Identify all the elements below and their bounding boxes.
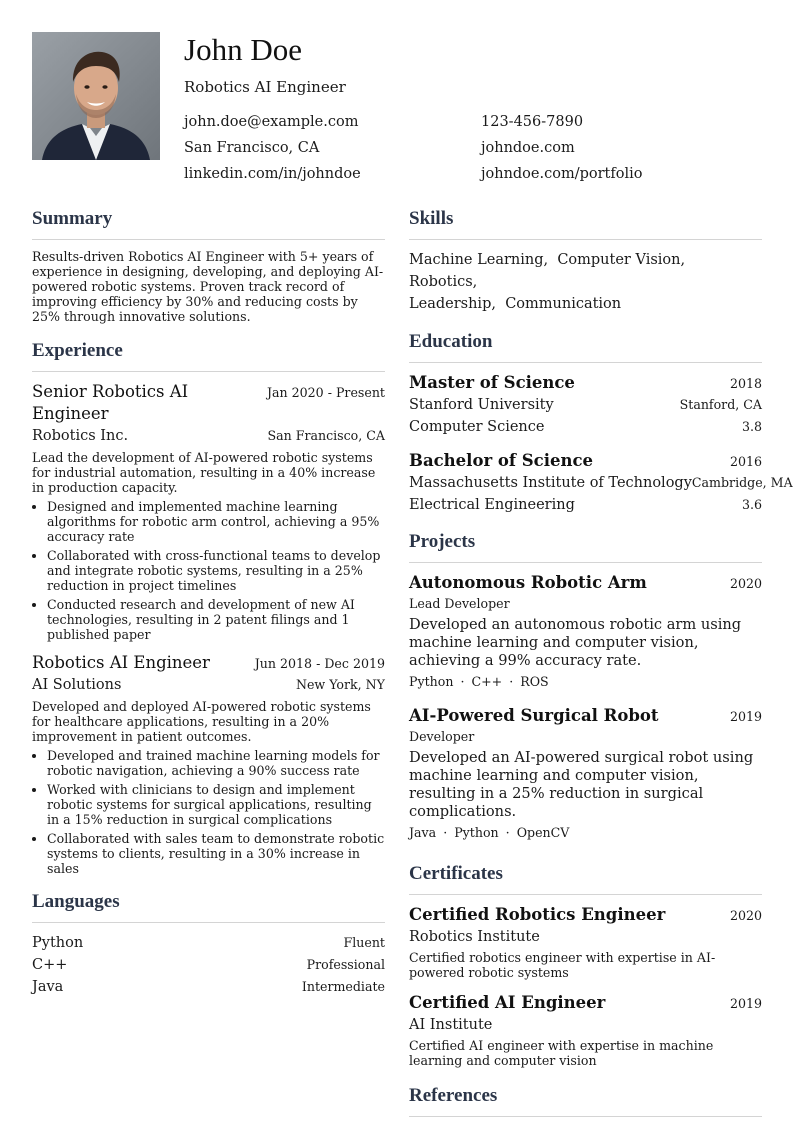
certificate-entry: [409, 904, 762, 980]
job-position: Robotics AI Engineer: [32, 653, 210, 672]
section-title-education: Education: [409, 331, 493, 352]
job-description: Lead the development of AI-powered robotic systems for industrial automation, resulting in a 40% increase in production capacity.: [32, 450, 376, 495]
left-column: [32, 205, 385, 998]
school-location: Stanford, CA: [679, 397, 762, 412]
job-position: Senior Robotics AI Engineer: [32, 382, 189, 423]
tag-separator: ·: [509, 674, 514, 689]
language-name: Java: [32, 979, 64, 995]
website-link[interactable]: johndoe.com: [481, 140, 575, 156]
section-divider: [409, 894, 762, 895]
projects-section: [409, 528, 762, 842]
skill-item: Leadership,: [409, 296, 496, 312]
tag-separator: ·: [505, 825, 510, 840]
tag-separator: ·: [443, 825, 448, 840]
achievement-item: • Collaborated with cross-functional teams to develop and integrate robotic systems, resulting in a 25% reduction in project timelines: [47, 548, 385, 593]
achievement-item: • Conducted research and development of new AI technologies, resulting in 2 patent filings and 1 published paper: [47, 597, 385, 642]
school-name: Massachusetts Institute of Technology: [409, 475, 692, 491]
tech-tag: Python: [454, 825, 499, 840]
language-level: Professional: [306, 957, 385, 972]
degree-name: Bachelor of Science: [409, 451, 594, 470]
certificate-year: 2020: [729, 908, 762, 923]
section-divider: [409, 239, 762, 240]
project-year: 2019: [729, 709, 762, 724]
skill-item: Communication: [505, 296, 622, 312]
language-row: [32, 976, 385, 998]
certificate-entry: [409, 992, 762, 1068]
project-year: 2020: [729, 576, 762, 591]
certificate-name: Certified Robotics Engineer: [409, 905, 666, 924]
location-text: San Francisco, CA: [184, 140, 320, 156]
tag-separator: ·: [460, 674, 465, 689]
project-tags: [409, 824, 762, 842]
field-of-study: Computer Science: [409, 419, 545, 435]
section-divider: [409, 362, 762, 363]
section-title-languages: Languages: [32, 891, 120, 912]
language-name: C++: [32, 957, 68, 973]
language-level: Fluent: [343, 935, 385, 950]
achievement-item: • Developed and trained machine learning models for robotic navigation, achieving a 90% success rate: [47, 748, 385, 778]
person-portrait-icon: [32, 32, 160, 160]
project-entry: [409, 705, 762, 842]
skill-item: Robotics,: [409, 274, 478, 290]
job-dates: Jun 2018 - Dec 2019: [254, 656, 385, 671]
tech-tag: Python: [409, 674, 454, 689]
school-name: Stanford University: [409, 397, 554, 413]
school-location: Cambridge, MA: [691, 475, 793, 490]
section-divider: [32, 239, 385, 240]
project-role: Developer: [409, 729, 475, 744]
section-divider: [32, 922, 385, 923]
experience-entry: [32, 381, 385, 642]
references-section: [409, 1082, 762, 1117]
skills-section: [409, 205, 762, 315]
tech-tag: Java: [409, 825, 437, 840]
job-location: San Francisco, CA: [267, 428, 385, 443]
job-achievements: [32, 499, 385, 642]
certificate-issuer: Robotics Institute: [409, 929, 540, 945]
project-name: AI-Powered Surgical Robot: [409, 706, 659, 725]
skill-item: Machine Learning,: [409, 252, 549, 268]
portfolio-link[interactable]: johndoe.com/portfolio: [481, 166, 643, 182]
tech-tag: OpenCV: [516, 825, 570, 840]
education-entry: [409, 372, 762, 438]
education-section: [409, 328, 793, 516]
achievement-item: • Collaborated with sales team to demonstrate robotic systems to clients, resulting in a 30% increase in sales: [47, 831, 385, 876]
project-name: Autonomous Robotic Arm: [409, 573, 647, 592]
job-company: Robotics Inc.: [32, 428, 129, 444]
certificate-description: Certified AI engineer with expertise in machine learning and computer vision: [409, 1038, 714, 1068]
degree-year: 2018: [729, 376, 762, 391]
achievement-item: • Designed and implemented machine learning algorithms for robotic arm control, achieving a 95% accuracy rate: [47, 499, 385, 544]
phone-text: 123-456-7890: [481, 114, 584, 130]
section-divider: [409, 562, 762, 563]
section-title-experience: Experience: [32, 340, 123, 361]
linkedin-link[interactable]: linkedin.com/in/johndoe: [184, 166, 361, 182]
candidate-title: Robotics AI Engineer: [184, 78, 346, 96]
language-level: Intermediate: [301, 979, 385, 994]
language-name: Python: [32, 935, 84, 951]
gpa-value: 3.8: [741, 419, 762, 434]
section-divider: [32, 371, 385, 372]
degree-year: 2016: [729, 454, 762, 469]
candidate-name: John Doe: [184, 32, 302, 67]
section-title-certificates: Certificates: [409, 863, 503, 884]
project-role: Lead Developer: [409, 596, 510, 611]
job-description: Developed and deployed AI-powered robotic systems for healthcare applications, resulting in a 20% improvement in patient outcomes.: [32, 699, 371, 744]
certificate-name: Certified AI Engineer: [409, 993, 606, 1012]
project-description: Developed an AI-powered surgical robot using machine learning and computer vision, resulting in a 25% reduction in surgical complications.: [409, 749, 754, 820]
tech-tag: C++: [471, 674, 503, 689]
language-row: [32, 954, 385, 976]
field-of-study: Electrical Engineering: [409, 497, 575, 513]
summary-section: [32, 205, 385, 324]
right-column: [409, 205, 793, 1126]
job-company: AI Solutions: [32, 677, 122, 693]
certificate-description: Certified robotics engineer with expertise in AI-powered robotic systems: [409, 950, 716, 980]
certificates-section: [409, 860, 762, 1068]
email-link[interactable]: john.doe@example.com: [184, 114, 359, 130]
gpa-value: 3.6: [741, 497, 762, 512]
section-title-projects: Projects: [409, 531, 476, 552]
section-title-skills: Skills: [409, 208, 454, 229]
job-location: New York, NY: [295, 677, 385, 692]
languages-section: [32, 888, 385, 998]
project-description: Developed an autonomous robotic arm using machine learning and computer vision, achieving a 99% accuracy rate.: [409, 616, 742, 669]
section-divider: [409, 1116, 762, 1117]
certificate-issuer: AI Institute: [409, 1017, 493, 1033]
section-title-references: References: [409, 1085, 498, 1106]
job-achievements: [32, 748, 385, 876]
education-entry: [409, 450, 793, 516]
certificate-year: 2019: [729, 996, 762, 1011]
section-title-summary: Summary: [32, 208, 113, 229]
project-entry: [409, 572, 762, 691]
degree-name: Master of Science: [409, 373, 575, 392]
achievement-item: • Worked with clinicians to design and implement robotic systems for surgical applications, resulting in a 15% reduction in surgical complications: [47, 782, 385, 827]
skill-item: Computer Vision,: [557, 252, 686, 268]
experience-entry: [32, 652, 385, 876]
summary-text: Results-driven Robotics AI Engineer with 5+ years of experience in designing, developing, and deploying AI-powered robotic systems. Proven track record of improving efficiency by 30% and reducing costs by 25% through innovative solutions.: [32, 249, 384, 324]
project-tags: [409, 673, 762, 691]
skills-list: [409, 249, 762, 315]
tech-tag: ROS: [520, 674, 549, 689]
profile-photo: [32, 32, 160, 160]
job-dates: Jan 2020 - Present: [266, 385, 385, 400]
language-row: [32, 932, 385, 954]
experience-section: [32, 337, 385, 876]
